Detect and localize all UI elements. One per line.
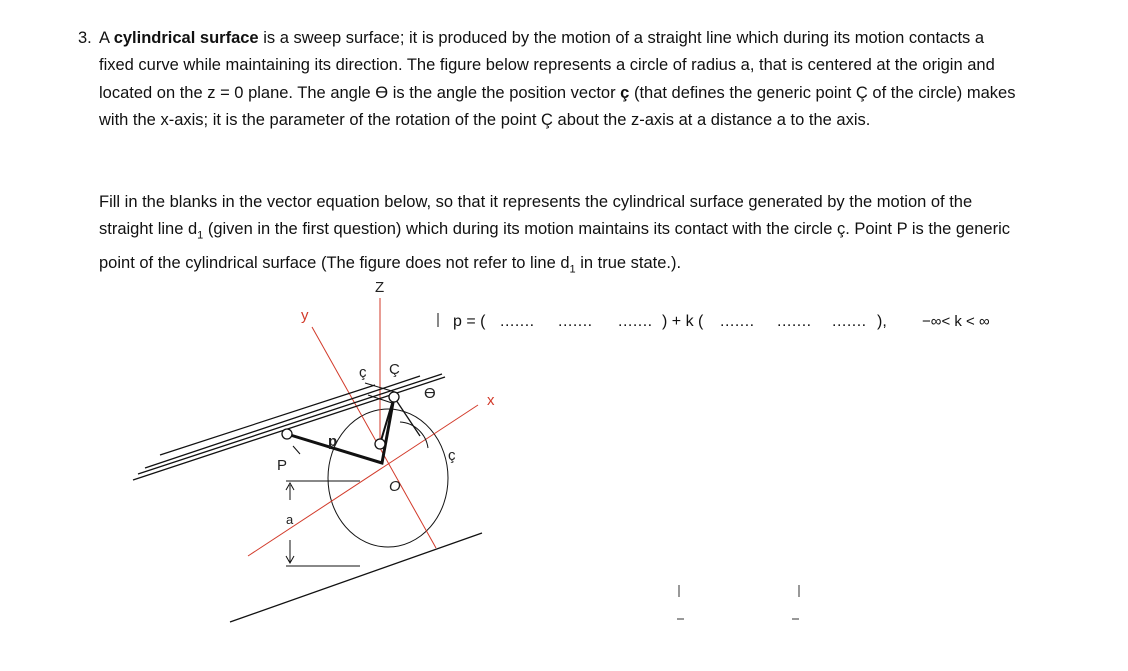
blank-5[interactable]: ....... bbox=[777, 313, 812, 330]
term-cylindrical-surface: cylindrical surface bbox=[113, 29, 259, 47]
vector-c-bold: ç bbox=[620, 83, 630, 102]
blank-1[interactable]: ....... bbox=[500, 313, 535, 330]
label-c-circle: ç bbox=[448, 447, 456, 464]
blank-3[interactable]: ....... bbox=[618, 313, 653, 330]
label-x: x bbox=[487, 392, 495, 409]
k-range: −∞< k < ∞ bbox=[922, 313, 990, 330]
p1-lead: A bbox=[99, 29, 114, 47]
equation-close: ), bbox=[877, 313, 887, 330]
label-O: O bbox=[389, 478, 401, 495]
point-C bbox=[389, 392, 399, 402]
point-P bbox=[282, 429, 292, 439]
label-P: P bbox=[277, 457, 288, 474]
blank-4[interactable]: ....... bbox=[720, 313, 755, 330]
label-a: a bbox=[286, 512, 294, 527]
generator-line-1 bbox=[133, 377, 445, 480]
label-C-point: Ç bbox=[389, 361, 400, 378]
generator-line-lower bbox=[230, 533, 482, 622]
equation-lhs: p = ( bbox=[453, 313, 486, 330]
p2-text-c: in true state.). bbox=[575, 254, 682, 273]
generator-line-3 bbox=[145, 376, 420, 468]
p2-text-b: (given in the first question) which during its motion maintains its contact with the circle ç. Point P is the generic point of the cylindrical surface (The figure does not refer to line d bbox=[99, 220, 1011, 273]
label-p-vector: p bbox=[328, 433, 338, 450]
blank-2[interactable]: ....... bbox=[558, 313, 593, 330]
p2-text-a: Fill in the blanks in the vector equation below, so that it represents the cylindrical surface generated by the motion of the straight line d bbox=[99, 193, 973, 239]
p1-text-a: is a sweep surface; it is produced by the motion of a straight line which during its motion contacts a fixed curve while maintaining its direction. The figure below represents a circle of radius a, that is centered at the origin and located on the z = 0 plane. The angle ϴ is the angle the position vector bbox=[99, 29, 995, 102]
p1-text-b: (that defines the generic point Ç of the circle) makes with the x-axis; it is the parameter of the rotation of the point Ç about the z-axis at a distance a to the axis. bbox=[99, 83, 1016, 130]
equation-mid: ) + k ( bbox=[662, 313, 704, 330]
label-z: Z bbox=[375, 279, 385, 296]
point-origin bbox=[375, 439, 385, 449]
label-theta: ϴ bbox=[424, 385, 436, 402]
label-y: y bbox=[301, 307, 309, 324]
x-axis bbox=[248, 405, 478, 556]
generator-line-4 bbox=[160, 385, 375, 455]
blank-6[interactable]: ....... bbox=[832, 313, 867, 330]
subscript-2: 1 bbox=[569, 263, 576, 276]
angle-tick bbox=[293, 446, 300, 454]
problem-number: 3. bbox=[78, 29, 92, 47]
label-c-small: ç bbox=[359, 364, 367, 381]
subscript-1: 1 bbox=[197, 229, 204, 242]
theta-arc bbox=[400, 422, 428, 448]
